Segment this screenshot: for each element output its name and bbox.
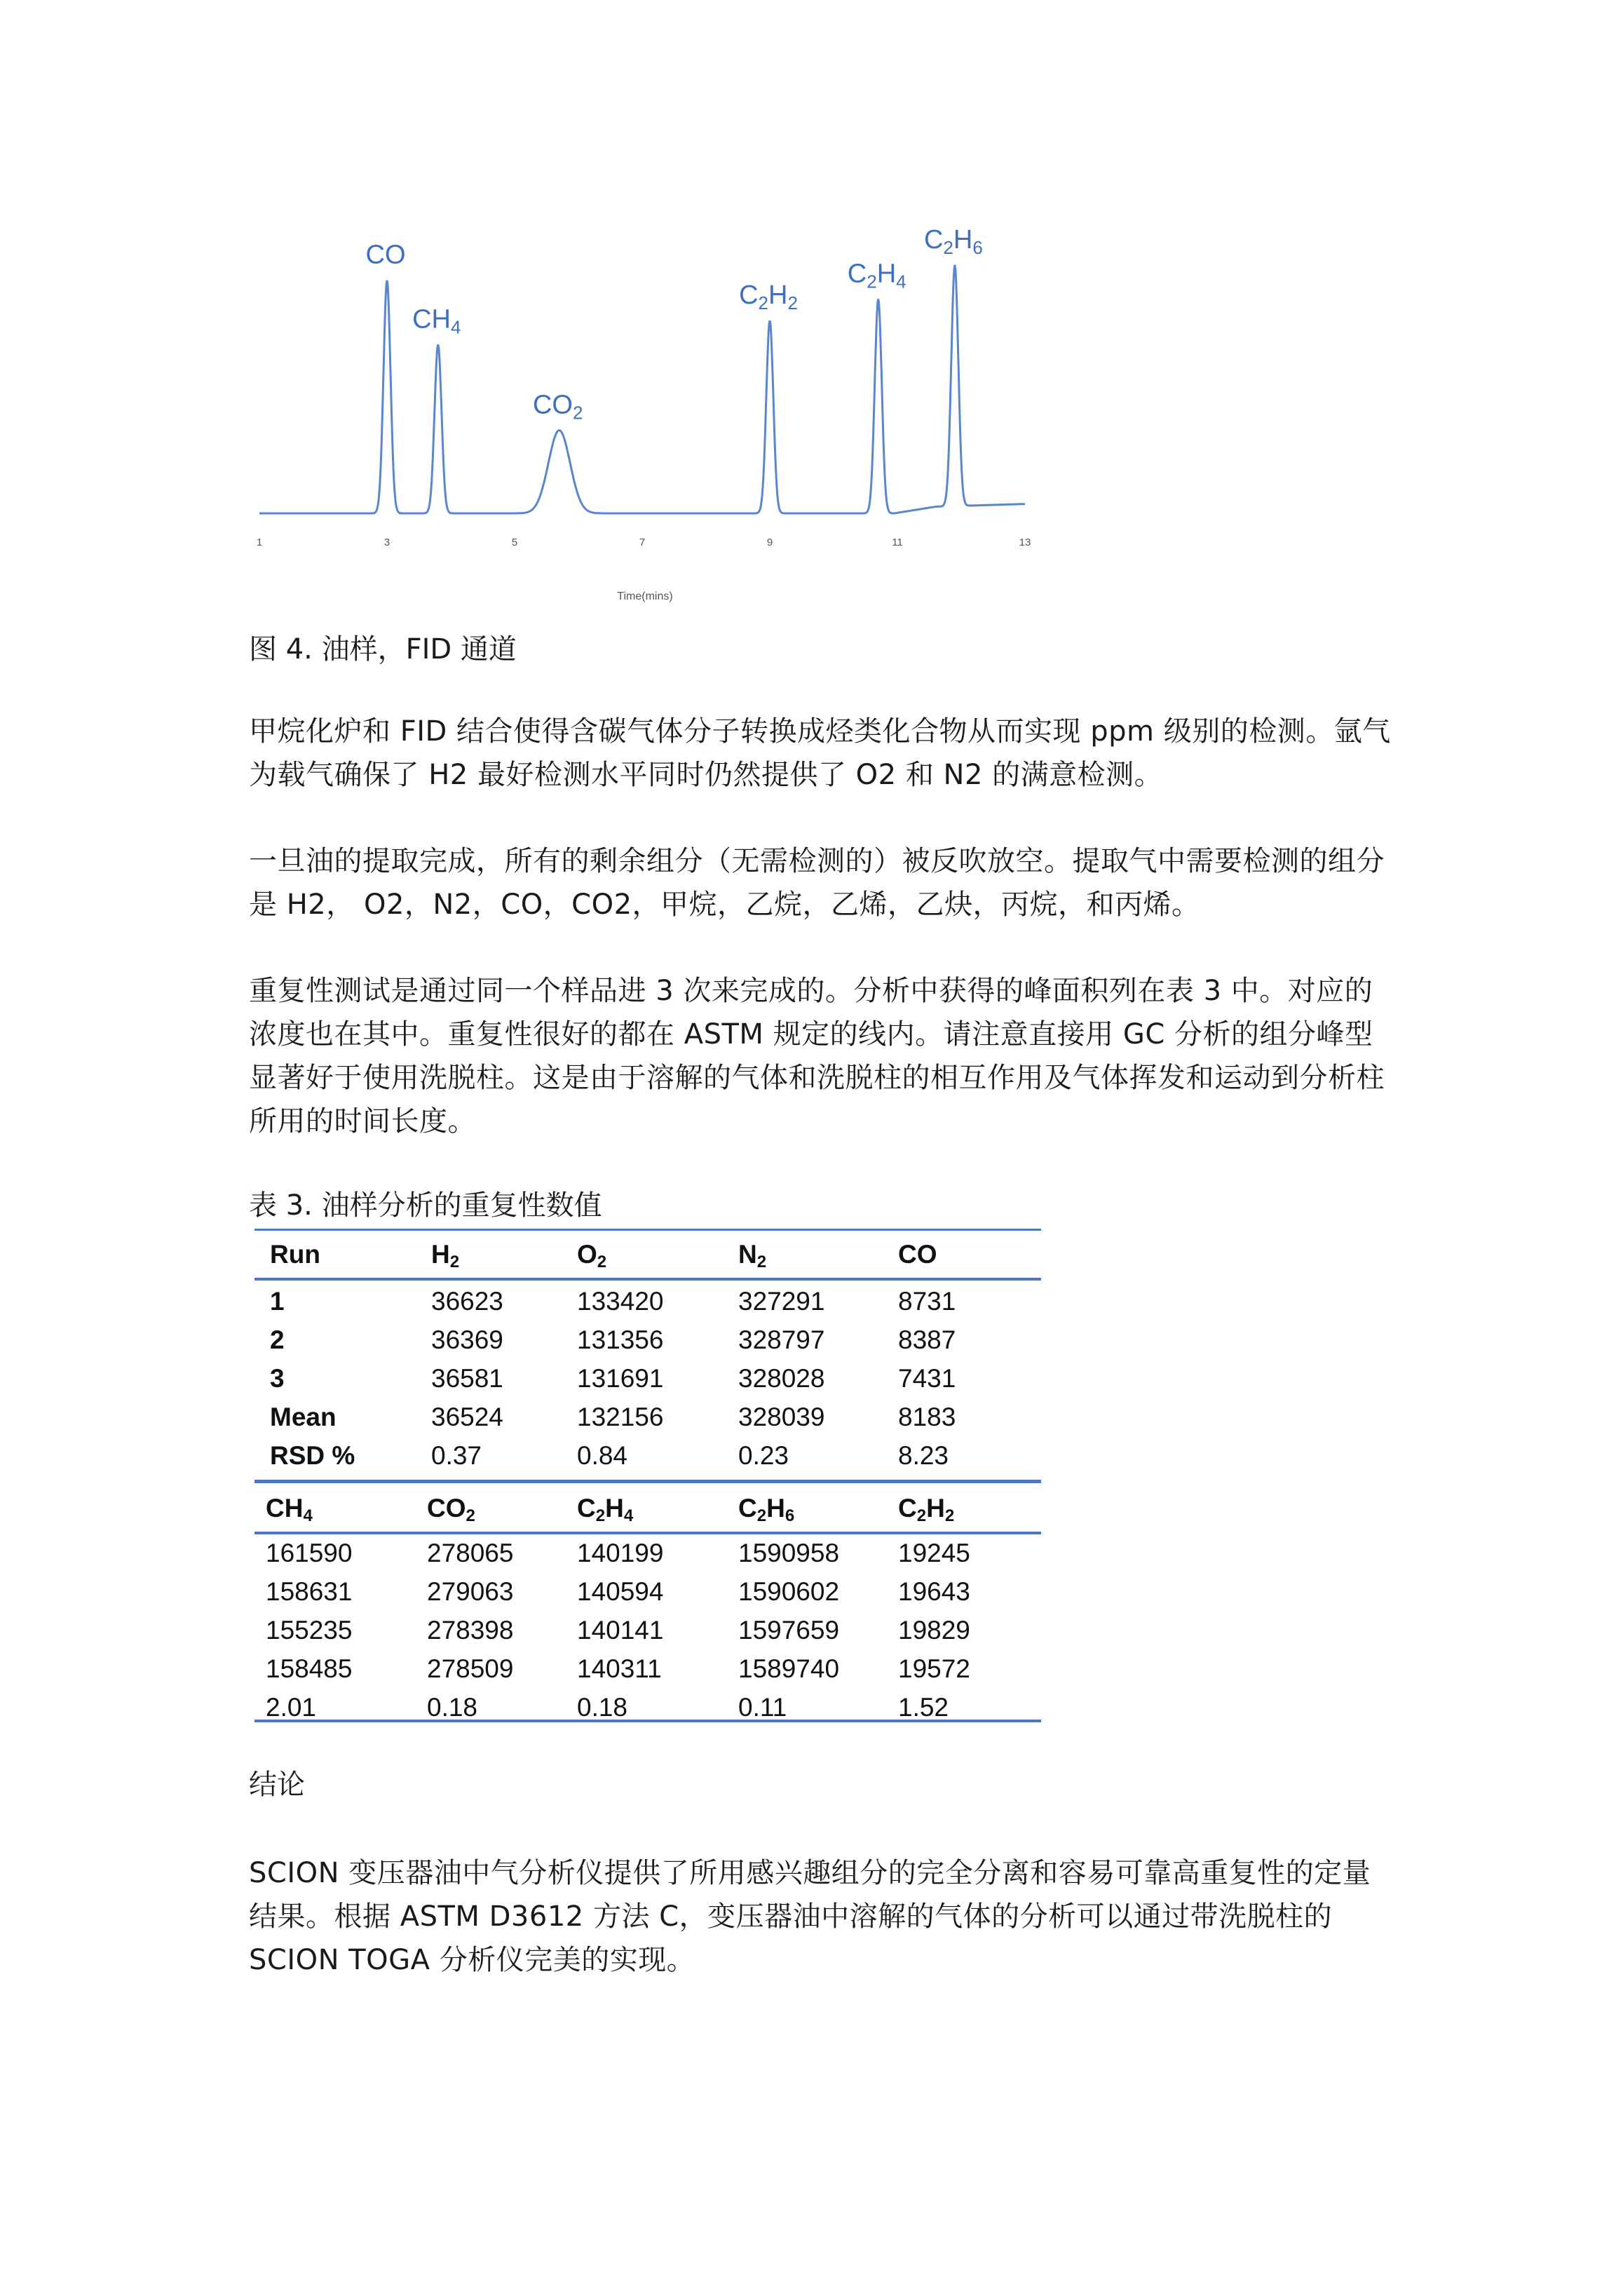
table-cell: 327291 <box>738 1287 825 1316</box>
header-rule-1 <box>254 1278 1041 1281</box>
x-tick-label: 11 <box>892 536 903 548</box>
table-cell: 36623 <box>431 1287 503 1316</box>
table-header-cell: $O_2$ <box>577 1240 607 1271</box>
section-rule <box>254 1480 1041 1483</box>
table-cell: 19572 <box>898 1654 970 1683</box>
x-axis-label: Time(mins) <box>617 590 673 602</box>
table-header-cell: CO <box>898 1240 937 1269</box>
table-cell: 158485 <box>266 1654 353 1683</box>
table-cell: 3 <box>270 1364 285 1393</box>
table-header-cell: $C_2H_2$ <box>898 1494 955 1525</box>
table-header-cell: Run <box>270 1240 320 1269</box>
table-cell: 132156 <box>577 1403 664 1431</box>
x-tick-label: 7 <box>639 536 646 548</box>
peak-label-co: CO <box>365 240 406 270</box>
table-cell: 158631 <box>266 1577 353 1606</box>
table-cell: 328797 <box>738 1325 825 1354</box>
table-cell: 0.84 <box>577 1441 628 1470</box>
conclusion-text: SCION 变压器油中气分析仪提供了所用感兴趣组分的完全分离和容易可靠高重复性的定量结果。根据 ASTM D3612 方法 C，变压器油中溶解的气体的分析可以通过带洗脱柱的 SCION TOGA 分析仪完美的实现。 <box>249 1857 1371 1976</box>
table-cell: 133420 <box>577 1287 664 1316</box>
chromatogram-trace <box>259 265 1025 513</box>
table-cell: 0.37 <box>431 1441 482 1470</box>
table-cell: 161590 <box>266 1539 353 1567</box>
chromatogram-chart <box>245 210 1045 610</box>
table-cell: 8387 <box>898 1325 956 1354</box>
x-tick-labels <box>257 536 1031 548</box>
table-cell: 279063 <box>427 1577 514 1606</box>
table-header-cell: $C_2H_6$ <box>738 1494 795 1525</box>
table-cell: 0.11 <box>738 1693 787 1722</box>
table-cell: 8183 <box>898 1403 956 1431</box>
table-header-cell: $H_2$ <box>431 1240 460 1271</box>
table-cell: 278398 <box>427 1616 514 1645</box>
x-tick-label: 3 <box>383 536 391 548</box>
table-cell: 1.52 <box>898 1693 949 1722</box>
table-caption: 表 3. 油样分析的重复性数值 <box>249 1189 602 1222</box>
table-cell: 0.18 <box>577 1693 628 1722</box>
table-cell: 8.23 <box>898 1441 949 1470</box>
table-cell: 278065 <box>427 1539 514 1567</box>
table-header-cell: $C_2H_4$ <box>577 1494 634 1525</box>
table-cell: 328028 <box>738 1364 825 1393</box>
x-tick-label: 9 <box>766 536 773 548</box>
table-cell: 1589740 <box>738 1654 840 1683</box>
table-cell: 155235 <box>266 1616 353 1645</box>
table-cell: 328039 <box>738 1403 825 1431</box>
table-cell: 140199 <box>577 1539 664 1567</box>
paragraph-2: 一旦油的提取完成，所有的剩余组分（无需检测的）被反吹放空。提取气中需要检测的组分是 H2， O2，N2，CO，CO2，甲烷，乙烷，乙烯，乙炔，丙烷，和丙烯。 <box>249 845 1385 921</box>
table-cell: 1 <box>270 1287 285 1316</box>
table-cell: 131691 <box>577 1364 664 1393</box>
paragraph-3: 重复性测试是通过同一个样品进 3 次来完成的。分析中获得的峰面积列在表 3 中。对应的浓度也在其中。重复性很好的都在 ASTM 规定的线内。请注意直接用 GC 分析的组分峰型显著好于使用洗脱柱。这是由于溶解的气体和洗脱柱的相互作用及气体挥发和运动到分析柱所用的时间长度。 <box>249 975 1385 1137</box>
table-cell: 36524 <box>431 1403 503 1431</box>
x-tick-label: 13 <box>1019 536 1031 548</box>
table-cell: 2.01 <box>266 1693 317 1722</box>
conclusion-heading: 结论 <box>249 1769 305 1801</box>
table-cell: RSD % <box>270 1441 355 1470</box>
peak-label-co2: CO2 <box>532 390 583 424</box>
table-cell: 36369 <box>431 1325 503 1354</box>
table-cell: 1597659 <box>738 1616 840 1645</box>
figure-caption: 图 4. 油样，FID 通道 <box>249 633 517 666</box>
table-header-cell: $CO_2$ <box>427 1494 475 1525</box>
table-cell: 140141 <box>577 1616 664 1645</box>
header-rule-2 <box>254 1532 1041 1534</box>
table-header-cell: $N_2$ <box>738 1240 767 1271</box>
table-cell: 0.18 <box>427 1693 478 1722</box>
table-cell: 36581 <box>431 1364 503 1393</box>
table-top-rule <box>254 1229 1041 1231</box>
table-cell: 8731 <box>898 1287 956 1316</box>
peak-label-c2h4: C2H4 <box>847 259 906 292</box>
table-cell: 19643 <box>898 1577 970 1606</box>
peak-label-ch4: CH4 <box>412 304 461 338</box>
paragraph-1: 甲烷化炉和 FID 结合使得含碳气体分子转换成烃类化合物从而实现 ppm 级别的检测。氩气为载气确保了 H2 最好检测水平同时仍然提供了 O2 和 N2 的满意检测。 <box>249 715 1391 791</box>
table-cell: 140594 <box>577 1577 664 1606</box>
x-tick-label: 1 <box>256 536 263 548</box>
table-cell: 2 <box>270 1325 285 1354</box>
table-cell: 140311 <box>577 1654 662 1683</box>
table-cell: 19829 <box>898 1616 970 1645</box>
table-cell: 1590958 <box>738 1539 840 1567</box>
peak-labels <box>366 225 983 424</box>
x-tick-label: 5 <box>511 536 518 548</box>
table-cell: 7431 <box>898 1364 956 1393</box>
table-cell: 0.23 <box>738 1441 789 1470</box>
table-cell: 278509 <box>427 1654 514 1683</box>
table-cell: 1590602 <box>738 1577 840 1606</box>
table-cell: Mean <box>270 1403 337 1431</box>
table-header-cell: $CH_4$ <box>266 1494 313 1525</box>
repeatability-table <box>254 1229 1041 1722</box>
table-cell: 19245 <box>898 1539 970 1567</box>
peak-label-c2h6: C2H6 <box>923 224 983 258</box>
peak-label-c2h2: C2H2 <box>739 280 798 313</box>
table-cell: 131356 <box>577 1325 664 1354</box>
